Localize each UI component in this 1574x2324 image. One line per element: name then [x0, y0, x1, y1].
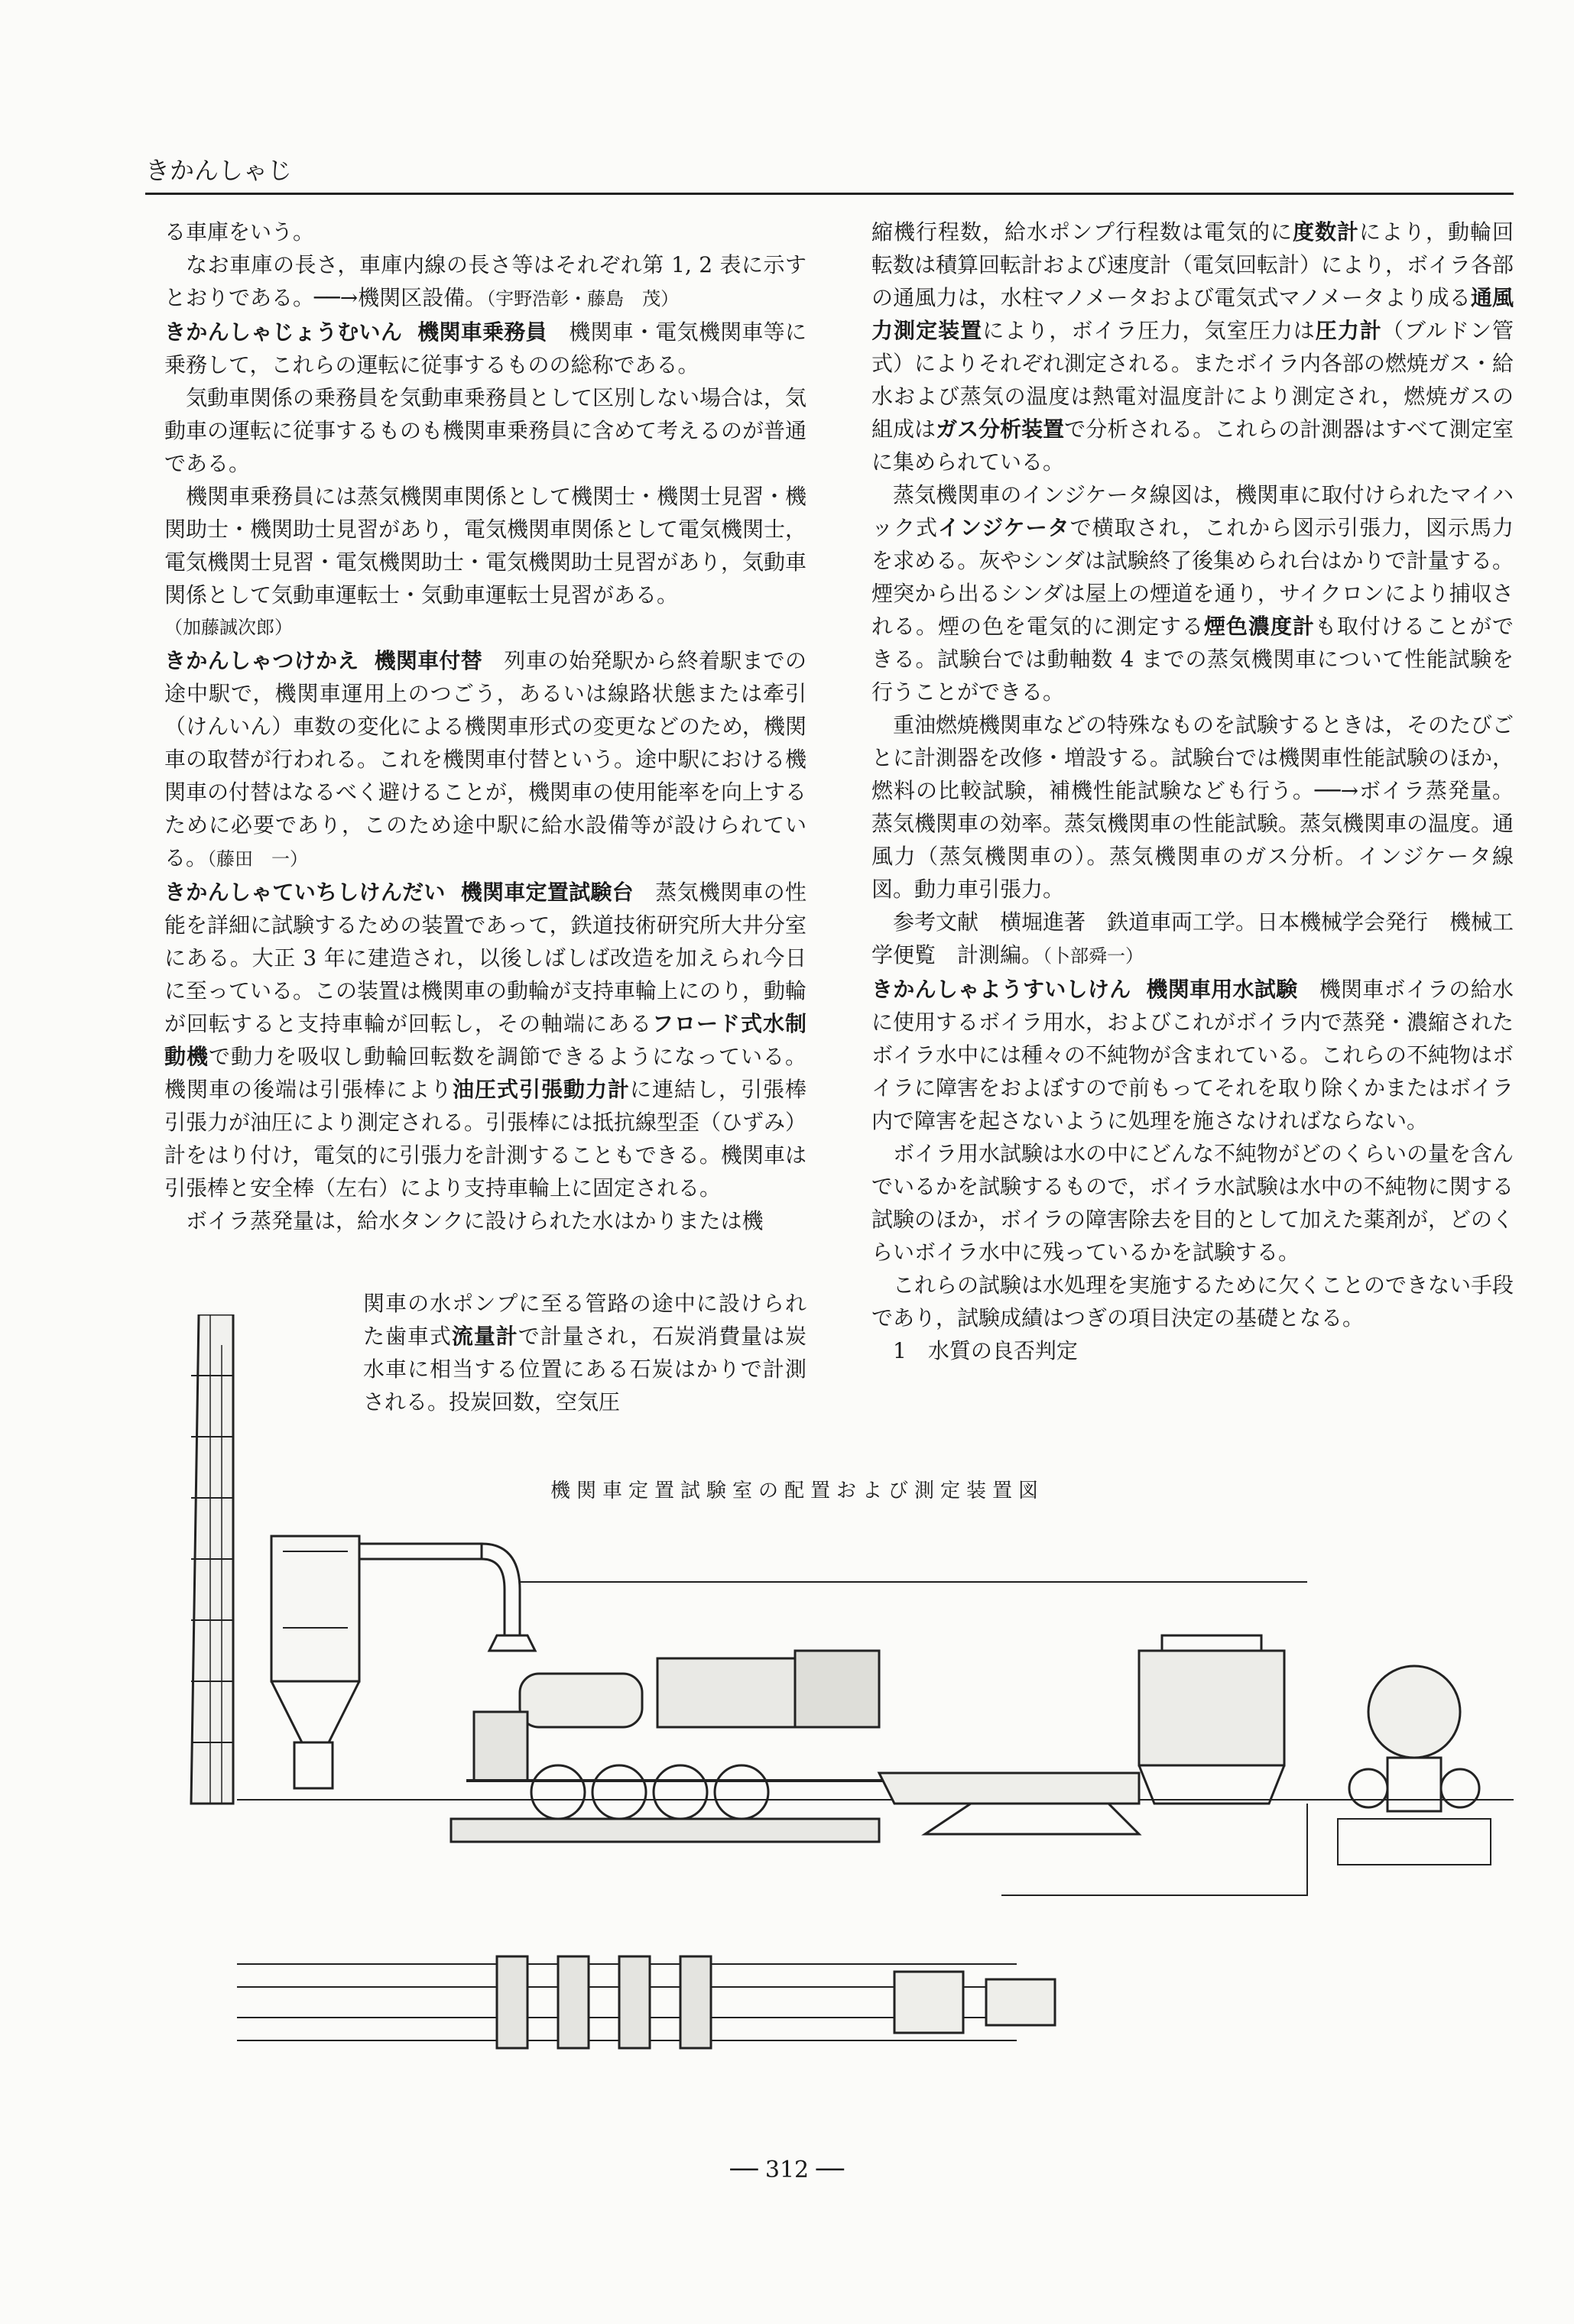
author-credit: （宇野浩彰・藤島 茂） [486, 288, 680, 310]
author-credit: （藤田 一） [207, 848, 309, 870]
bold-term: 通風力測定装置 [871, 285, 1514, 343]
paragraph: る車庫をいう。 [164, 219, 315, 245]
locomotive-elevation [451, 1651, 887, 1842]
bold-term: フロード式水制動機 [164, 1011, 806, 1069]
bold-term: 煙色濃度計 [1203, 614, 1315, 639]
numbered-item: 1 水質の良否判定 [893, 1338, 1078, 1363]
author-credit: （卜部舜一） [1043, 945, 1144, 967]
locomotive-end-view [1338, 1666, 1491, 1865]
figure-caption: 機関車定置試験室の配置および測定装置図 [550, 1480, 1045, 1502]
entry-term: 機関車用水試験 [1146, 977, 1298, 1002]
bold-term: ガス分析装置 [936, 417, 1065, 442]
chimney-illustration [191, 1314, 233, 1804]
dictionary-entry: きかんしゃようすいしけん 機関車用水試験 機関車ボイラの給水に使用するボイラ用水，およびこれがボイラ内で蒸発・濃縮されたボイラ水中には種々の不純物が含まれている。これらの不純物はボイラに障害をおよぼすので前もってそれを取り除くかまたはボイラ内で障害を起さないように処理を施さなければならない。 [871, 977, 1514, 1133]
entry-headword: きかんしゃつけかえ 機関車付替 [164, 648, 482, 673]
page-header-title: きかんしゃじ [145, 156, 293, 185]
paragraph: 気動車関係の乗務員を気動車乗務員として区別しない場合は，気動車の運転に従事するものも機関車乗務員に含めて考えるのが普通である。 [164, 385, 807, 476]
dictionary-entry: きかんしゃつけかえ 機関車付替 列車の始発駅から終着駅までの途中駅で，機関車運用上のつごう，あるいは線路状態または牽引（けんいん）車数の変化による機関車形式の変更などのため，機関車の取替が行われる。これを機関車付替という。途中駅における機関車の付替はなるべく避けることが，機関車の使用能率を向上するために必要であり，このため途中駅に給水設備等が設けられている。（藤田 一） [164, 648, 807, 870]
entry-headword: きかんしゃじょうむいん 機関車乗務員 [164, 319, 547, 345]
paragraph: 蒸気機関車のインジケータ線図は，機関車に取付けられたマイハック式インジケータで横取され，これから図示引張力，図示馬力を求める。灰やシンダは試験終了後集められ台はかりで計量する。煙突から出るシンダは屋上の煙道を通り，サイクロンにより捕収される。煙の色を電気的に測定する煙色濃度計も取付けることができる。試験台では動軸数 4 までの蒸気機関車について性能試験を行うことができる。 [871, 482, 1514, 705]
header-rule [145, 193, 1514, 195]
author-credit: （加藤誠次郎） [164, 617, 293, 638]
entry-term: 機関車定置試験台 [460, 880, 634, 905]
entry-headword: きかんしゃていちしけんだい 機関車定置試験台 [164, 880, 634, 905]
measuring-room [1001, 1635, 1307, 1895]
paragraph: 機関車乗務員には蒸気機関車関係として機関士・機関士見習・機関助士・機関助士見習があり，電気機関車関係として電気機関士，電気機関士見習・電気機関助士・電気機関助士見習があり，気動車関係として気動車運転士・気動車運転士見習がある。 [164, 484, 807, 608]
paragraph: これらの試験は水処理を実施するために欠くことのできない手段であり，試験成績はつぎの項目決定の基礎となる。 [871, 1272, 1514, 1331]
bold-term: 流量計 [451, 1324, 518, 1349]
paragraph: 関車の水ポンプに至る管路の途中に設けられた歯車式流量計で計量され，石炭消費量は炭水車に相当する位置にある石炭はかりで計測される。投炭回数，空気圧 [363, 1291, 806, 1415]
entry-term: 機関車乗務員 [417, 319, 547, 345]
bold-term: インジケータ [937, 515, 1070, 540]
references: 参考文献 横堀進著 鉄道車両工学。日本機械学会発行 機械工学便覧 計測編。（卜部舜一） [871, 909, 1514, 968]
dictionary-entry: きかんしゃじょうむいん 機関車乗務員 機関車・電気機関車等に乗務して，これらの運転に従事するものの総称である。 [164, 319, 806, 378]
cyclone-separator [271, 1536, 359, 1788]
entry-headword: きかんしゃようすいしけん 機関車用水試験 [871, 977, 1298, 1002]
bold-term: 油圧式引張動力計 [452, 1077, 630, 1102]
entry-term: 機関車付替 [374, 648, 482, 673]
paragraph: ボイラ蒸発量は，給水タンクに設けられた水はかりまたは機 [186, 1208, 764, 1233]
paragraph: ボイラ用水試験は水の中にどんな不純物がどのくらいの量を含んでいるかを試験するもので，ボイラ水試験は水中の不純物に関する試験のほか，ボイラの障害除去を目的として加えた薬剤が，どのくらいボイラ水中に残っているかを試験する。 [871, 1141, 1514, 1265]
bold-term: 圧力計 [1315, 318, 1382, 343]
paragraph: 縮機行程数，給水ポンプ行程数は電気的に度数計により，動輪回転数は積算回転計および速度計（電気回転計）により，ボイラ各部の通風力は，水柱マノメータおよび電気式マノメータより成る通風力測定装置により，ボイラ圧力，気室圧力は圧力計（ブルドン管式）によりそれぞれ測定される。またボイラ内各部の燃焼ガス・給水および蒸気の温度は熱電対温度計により測定され，燃焼ガスの組成はガス分析装置で分析される。これらの計測器はすべて測定室に集められている。 [871, 219, 1514, 475]
plan-view [237, 1956, 1055, 2048]
paragraph: なお車庫の長さ，車庫内線の長さ等はそれぞれ第 1, 2 表に示すとおりである。──→機関区設備。（宇野浩彰・藤島 茂） [164, 252, 806, 310]
bold-term: 度数計 [1292, 219, 1359, 245]
page-number: ── 312 ── [730, 2157, 844, 2183]
test-plant-figure [161, 1314, 1514, 2140]
dynamometer-car [879, 1773, 1139, 1834]
paragraph: 重油燃焼機関車などの特殊なものを試験するときは，そのたびごとに計測器を改修・増設する。試験台では機関車性能試験のほか，燃料の比較試験，補機性能試験なども行う。──→ボイラ蒸発量。蒸気機関車の効率。蒸気機関車の性能試験。蒸気機関車の温度。通風力（蒸気機関車の）。蒸気機関車のガス分析。インジケータ線図。動力車引張力。 [871, 712, 1514, 902]
dictionary-entry: きかんしゃていちしけんだい 機関車定置試験台 蒸気機関車の性能を詳細に試験するための装置であって，鉄道技術研究所大井分室にある。大正 3 年に建造され，以後しばしば改造を加えられ今日に至っている。この装置は機関車の動輪が支持車輪上にのり，動輪が回転すると支持車輪が回転し，その軸端にあるフロード式水制動機で動力を吸収し動輪回転数を調節できるようになっている。機関車の後端は引張棒により油圧式引張動力計に連結し，引張棒引張力が油圧により測定される。引張棒には抵抗線型歪（ひずみ）計をはり付け，電気的に引張力を計測することもできる。機関車は引張棒と安全棒（左右）により支持車輪上に固定される。 [164, 880, 807, 1201]
left-column [164, 216, 806, 1237]
right-column [871, 216, 1514, 1367]
